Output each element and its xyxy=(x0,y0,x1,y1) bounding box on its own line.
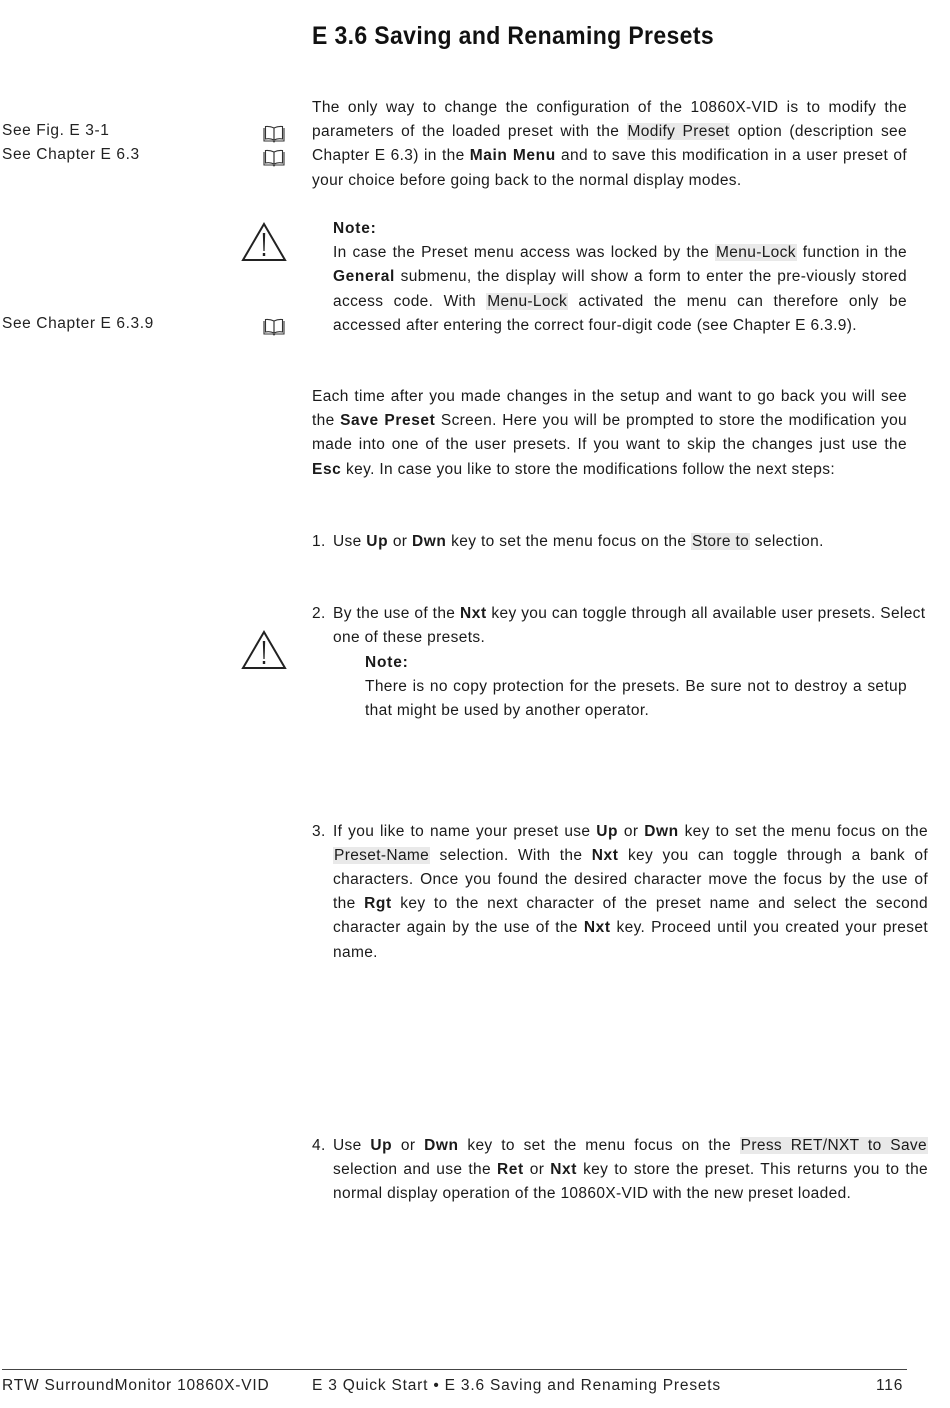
step-text: key to set the menu focus on the xyxy=(458,1136,740,1154)
menu-lock-term: Menu-Lock xyxy=(487,292,568,310)
note-text: In case the Preset menu access was locked by the xyxy=(333,244,716,262)
step-text: key to set the menu focus on the xyxy=(678,822,928,840)
main-menu-term: Main Menu xyxy=(469,147,556,165)
footer-divider xyxy=(2,1369,907,1370)
modify-preset-term: Modify Preset xyxy=(627,123,730,141)
step-number: 1. xyxy=(312,533,326,550)
page-title: E 3.6 Saving and Renaming Presets xyxy=(312,22,715,50)
dwn-key-term: Dwn xyxy=(424,1136,459,1154)
intro-text: and to save this modification in a user preset of your choice before going back to the normal display modes. xyxy=(312,147,907,189)
intro-text: The only way to change the configuration of the 10860X-VID is to modify the parameters of the loaded preset with the xyxy=(312,99,907,141)
save-preset-paragraph xyxy=(312,385,907,482)
book-icon xyxy=(262,149,286,167)
nxt-key-term: Nxt xyxy=(583,919,611,937)
store-to-term: Store to xyxy=(692,533,750,550)
up-key-term: Up xyxy=(370,1136,393,1154)
paragraph-text: Each time after you made changes in the setup and want to go back you will see the xyxy=(312,388,907,430)
note-text: function in the xyxy=(796,244,908,262)
rgt-key-term: Rgt xyxy=(364,895,392,913)
warning-triangle-icon xyxy=(241,222,287,262)
step-text: selection. xyxy=(750,533,824,550)
note-block xyxy=(365,651,907,724)
step-4 xyxy=(312,1134,928,1207)
step-text: selection and use the xyxy=(333,1161,497,1179)
step-text: key you can toggle through all available user presets. Select one of these presets. xyxy=(333,605,926,647)
note-text: activated the menu can therefore only be accessed after entering the correct four-digit code (see Chapter E 6.3.9). xyxy=(333,292,907,334)
dwn-key-term: Dwn xyxy=(644,822,679,840)
step-text: or xyxy=(618,822,645,840)
step-number: 3. xyxy=(312,822,326,840)
step-3 xyxy=(312,820,928,965)
nxt-key-term: Nxt xyxy=(459,605,487,623)
step-text: or xyxy=(523,1161,551,1179)
paragraph-text: Screen. Here you will be prompted to store the modification you made into one of the user presets. If you want to skip the changes just use the xyxy=(312,412,908,454)
preset-name-term: Preset-Name xyxy=(334,846,430,864)
side-ref-chapter-e639: See Chapter E 6.3.9 xyxy=(2,315,154,332)
note-block xyxy=(333,217,907,338)
side-ref-chapter-e63: See Chapter E 6.3 xyxy=(2,146,140,163)
step-text: or xyxy=(392,1136,425,1154)
step-text: key you can toggle through a bank of characters. Once you found the desired character move the focus by the use of the xyxy=(333,846,928,913)
paragraph-text: key. In case you like to store the modifications follow the next steps: xyxy=(341,460,835,478)
up-key-term: Up xyxy=(596,822,619,840)
menu-lock-term: Menu-Lock xyxy=(716,244,796,262)
intro-text: option (description see Chapter E 6.3) in the xyxy=(312,123,907,165)
step-text: key. Proceed until you created your preset name. xyxy=(333,919,928,961)
book-icon xyxy=(262,125,286,143)
side-ref-fig-e31: See Fig. E 3-1 xyxy=(2,122,110,139)
nxt-key-term: Nxt xyxy=(550,1161,578,1179)
intro-paragraph xyxy=(312,96,907,193)
book-icon xyxy=(262,318,286,336)
step-text: selection. With the xyxy=(430,846,592,864)
step-text: By the use of the xyxy=(333,605,460,623)
ret-key-term: Ret xyxy=(496,1161,524,1179)
press-ret-term: Press RET/NXT to Save xyxy=(740,1136,927,1154)
step-number: 2. xyxy=(312,605,326,623)
note-text: submenu, the display will show a form to enter the pre-viously stored access code. With xyxy=(333,268,907,310)
step-text: Use xyxy=(333,533,367,550)
step-text: key to set the menu focus on the xyxy=(446,533,692,550)
step-text: If you like to name your preset use xyxy=(333,822,597,840)
note-label: Note: xyxy=(365,654,409,671)
step-text: key to store the preset. This returns you to the normal display operation of the 10860X-VID with the new preset loaded. xyxy=(333,1161,929,1203)
footer-product: RTW SurroundMonitor 10860X-VID xyxy=(2,1377,270,1394)
step-2 xyxy=(312,602,928,650)
page-number: 116 xyxy=(876,1377,904,1394)
warning-triangle-icon xyxy=(241,630,287,670)
note-text: There is no copy protection for the presets. Be sure not to destroy a setup that might be used by another operator. xyxy=(365,678,907,720)
note-label: Note: xyxy=(333,220,377,237)
esc-key-term: Esc xyxy=(312,460,342,478)
step-text: or xyxy=(388,533,412,550)
nxt-key-term: Nxt xyxy=(591,846,619,864)
step-number: 4. xyxy=(312,1136,326,1154)
general-term: General xyxy=(333,268,395,286)
step-1 xyxy=(312,530,928,554)
save-preset-term: Save Preset xyxy=(340,412,436,430)
up-key-term: Up xyxy=(366,533,389,550)
dwn-key-term: Dwn xyxy=(411,533,447,550)
step-text: key to the next character of the preset name and select the second character again by the use of the xyxy=(333,895,928,937)
step-text: Use xyxy=(333,1136,371,1154)
footer-section: E 3 Quick Start • E 3.6 Saving and Renaming Presets xyxy=(312,1377,721,1394)
